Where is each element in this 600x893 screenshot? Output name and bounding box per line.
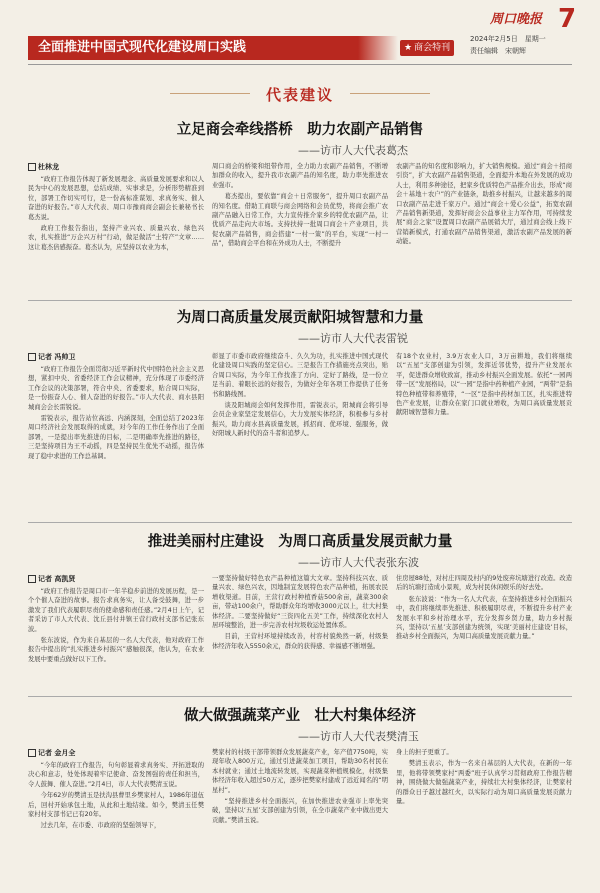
header-banner: 全面推进中国式现代化建设周口实践 — [28, 36, 358, 60]
article-column — [212, 748, 388, 888]
banner-fade — [358, 36, 398, 60]
article-headline: 为周口高质量发展贡献阳城智慧和力量 — [176, 310, 424, 326]
article-column — [28, 748, 204, 888]
article-fanqingyu — [28, 704, 572, 890]
article-leirui — [28, 306, 572, 518]
article-byline: 记者 高凯贤 — [28, 574, 204, 584]
article-column — [28, 574, 204, 690]
article-columns — [28, 162, 572, 302]
section-title: 代表建议 — [265, 86, 334, 104]
page-header — [0, 0, 600, 62]
article-subhead: ——访市人大代表樊清玉 — [298, 730, 419, 743]
article-paragraph: 有18个农业村，3.9万农业人口，3万亩耕地，我们将继续以“五星”支部创建为引领，发挥近邻优势，提升产业发展水平，促进群众增收致富，推动乡村振兴全面发展。依托“一园两带一区”发展格局，以“一园”是指中药种植产业园，“两带”是指特色种植带和养殖带，“一区”是指中药材加工区，扎实推进特色产业发展，让群众在家门口就业增收，为周口高质量发展贡献阳城智慧和力量。 — [396, 353, 572, 417]
article-paragraph: 谈及阳城商会如何发挥作用，雷锐表示，阳城商会将引导会员企业家坚定发展信心，大力发展实体经济，积极参与乡村振兴，助力商水县高质量发展，抓招商、优环境、强服务，做好阳城人新时代的奋斗者和追梦人。 — [212, 402, 388, 438]
article-divider — [28, 300, 572, 301]
article-paragraph: 樊清玉表示，作为一名来自基层的人大代表，在新的一年里，他将带领樊家村“两委”班子认真学习贯彻政府工作报告精神，围绕做大做强蔬菜产业，持续壮大村集体经济，让樊家村的群众日子越过越红火，以实际行动为周口高质量发展贡献力量。 — [396, 760, 572, 806]
article-paragraph: 张东波说：“作为一名人大代表，在坚持推进乡村全面振兴中，我们将继续率先推进、积极履职尽责，不断提升乡村产业发展水平和乡村治理水平，充分发挥乡贤力量，助力乡村振兴，坚持以‘五星’支部创建为统领，实现‘美丽村庄建设’目标，推动乡村全面振兴，为周口高质量发展贡献力量。” — [396, 595, 572, 641]
page-number: 7 — [558, 4, 577, 34]
article-paragraph: “坚持推进乡村全面振兴，在加快推进农业强市上率先突破，坚持以‘五星’支部创建为引领，在全市蔬菜产业中做出更大贡献。”樊清玉说。 — [212, 798, 388, 824]
article-column — [396, 748, 572, 888]
article-paragraph: 政府工作报告指出，坚持产业兴农、质量兴农、绿色兴农，扎实推进“万企兴万村”行动，做足做活“土特产”文章……这让葛杰倍感振奋。葛杰认为，应坚持以农业为本， — [28, 225, 204, 251]
article-paragraph: “政府工作报告体现了新发展理念、高质量发展要求和以人民为中心的发展思想，总结成绩、实事求是，分析形势精准到位，部署工作切实可行，是一份高标准谋划、求真务实、催人奋进的好报告。”市人大代表、周口市豫商商会副会长兼秘书长葛杰说。 — [28, 176, 204, 221]
dateline: 2024年2月5日 星期一 — [470, 35, 546, 43]
article-column — [212, 162, 388, 302]
article-columns — [28, 352, 572, 516]
article-column — [28, 162, 204, 302]
article-column — [212, 352, 388, 516]
article-paragraph: “政府工作报告全面贯彻习近平新时代中国特色社会主义思想，紧扣中央、省委经济工作会议精神，充分体现了市委经济工作会议的决策部署，符合中央、省委要求，贴合周口实际，是一份振奋人心、催人奋进的好报告。”市人大代表、商水县阳城商会会长雷锐说。 — [28, 366, 204, 411]
article-byline: 杜林龙 — [28, 162, 204, 172]
byline-box-icon — [28, 575, 36, 583]
section-line-right — [350, 93, 430, 94]
editor-credit: 责任编辑 宋朝辉 — [470, 47, 526, 55]
article-column — [396, 162, 572, 302]
article-subhead: ——访市人大代表雷锐 — [298, 332, 408, 345]
article-paragraph: 彰显了市委市政府继续奋斗、久久为功，扎实推进中国式现代化建设周口实践的坚定信心。三是报告工作措施亮点突出，贴合周口实际，为今年工作找准了方向、定好了路线，是一份立足当前、着眼长远的好报告，为做好全年各项工作提供了任务书和路线图。 — [212, 353, 388, 398]
article-paragraph: “政府工作报告是周口市一年半稳步前进的发展历程，是一个个催人奋进的故事。报告求真务实，让人备受鼓舞，进一步激发了我们代表履职尽责的使命感和责任感。”2月4日上午，记者采访了市人大代表、沈丘县付井镇王营行政村支部书记张东波。 — [28, 588, 204, 633]
article-paragraph: 住房屋88处，对村庄四周及村内的9处废弃坑塘进行改造。改造后的坑塘打造成小景观，成为村民休闲娱乐的好去处。 — [396, 575, 572, 592]
article-byline: 记者 金月全 — [28, 748, 204, 758]
article-column — [396, 352, 572, 516]
special-edition-badge — [400, 40, 454, 56]
article-column — [28, 352, 204, 516]
article-paragraph: 樊家村的村级干部带领群众发展蔬菜产业，年产值7750吨，实现年收入800万元，通过引进蔬菜加工项目，帮助30名村民在本村就业；通过土地流转发展，实现蔬菜种植规模化，村级集体经济年收入超过50万元，逐步把樊家村建成了远近闻名的“明星村”。 — [212, 749, 388, 794]
article-subhead: ——访市人大代表张东波 — [298, 556, 419, 569]
article-paragraph: 今年62岁的樊清玉是扶沟县曹里乡樊家村人，1986年退伍后，回村开始承包土地，从此和土地结缘。如今，樊清玉任樊家村村支部书记已有20年。 — [28, 792, 204, 819]
article-columns — [28, 748, 572, 888]
article-zhangdongbo — [28, 530, 572, 690]
article-paragraph: 张东波说，作为来自基层的一名人大代表，他对政府工作报告中提出的“扎实推进乡村振兴”感触很深，他认为，在农业发展中要重点做好以下工作。 — [28, 637, 204, 663]
article-paragraph: 农副产品的知名度和影响力，扩大销售规模。通过“商会＋招商引资”，扩大农副产品销售渠道，全面提升本地在外发展的成功人士，利用多种途径，把家乡优质特色产品推介出去，形成“商会＋基地＋农户”的产业链条，助推乡村振兴，让越来越多的周口农副产品走进千家万户。通过“商会＋爱心公益”，拓宽农副产品销售新渠道，发挥好商会公益事业主力军作用，可持续发展“商会之家”设置周口农副产品展销大厅，通过商会线上线下营销新模式，打通农副产品销售渠道，激活农副产品发展的新动能。 — [396, 163, 572, 246]
article-paragraph: 目前，王营村环境持续改善，村容村貌焕然一新，村级集体经济年收入5550余元，群众的获得感、幸福感不断增强。 — [212, 633, 388, 650]
article-columns — [28, 574, 572, 690]
header-divider — [28, 64, 572, 65]
article-gejie — [28, 118, 572, 304]
star-icon: ★ — [404, 43, 413, 53]
article-column — [212, 574, 388, 690]
article-paragraph: “今年的政府工作报告，句句彰显着求真务实、开拓进取的决心和意志，处处体现着牢记使命、奋发图强的责任和担当，令人鼓舞、催人奋进。”2月4日，市人大代表樊清玉说。 — [28, 762, 204, 788]
article-headline: 立足商会牵线搭桥 助力农副产品销售 — [176, 122, 424, 138]
article-headline: 做大做强蔬菜产业 壮大村集体经济 — [184, 708, 416, 724]
article-paragraph: 葛杰提出，要依靠“商会＋日常服务”，提升周口农副产品的知名度。借助工商联与商会网络和会员优势，将商会推广农副产品融入日常工作，大力宣传推介家乡的特优农副产品，让优质产品走向大市场。支持扶持一批周口商会＋产业项目，共促农副产品销售，商会搭建“一村一策”的平台，实现“一村一品”，借助商会平台和在外成功人士，不断提升 — [212, 193, 388, 248]
newspaper-logo: 周口晚报 — [490, 12, 543, 27]
article-divider — [28, 522, 572, 523]
article-paragraph: 雷锐表示，报告站位高远、内涵深刻，全面总结了2023年周口经济社会发展取得的成就，对今年的工作任务作出了全面部署，一是提出率先推进的目标，二是明确率先推进的路径，三是坚持项目为王不动摇，四是坚持民生优先不动摇，报告体现了稳中求进的工作总基调。 — [28, 415, 204, 460]
article-paragraph: 身上的担子更重了。 — [396, 749, 453, 756]
article-paragraph: 周口商会的桥梁和纽带作用，全力助力农副产品销售，不断增加群众的收入，提升我市农副产品的知名度，助力率先推进农业强市。 — [212, 163, 388, 189]
article-headline: 推进美丽村庄建设 为周口高质量发展贡献力量 — [147, 534, 453, 550]
byline-box-icon — [28, 749, 36, 757]
article-divider — [28, 696, 572, 697]
byline-box-icon — [28, 353, 36, 361]
article-paragraph: 过去几年，在市委、市政府的坚强领导下， — [40, 822, 161, 830]
article-paragraph: 一要坚持做好特色农产品种植这篇大文章。坚持科技兴农、质量兴农、绿色兴农，因地制宜发展特色农产品种植，拓展农民增收渠道。目前，王营行政村种植香菇500余亩，蔬菜300余亩，带动100余户，帮助群众年均增收3000元以上，壮大村集体经济。二要坚持做好“三资四化五美”工作，持续深化农村人居环境整治，进一步完善农村垃圾收运处置体系。 — [212, 575, 388, 630]
badge-label: 商会特刊 — [414, 43, 451, 53]
article-subhead: ——访市人大代表葛杰 — [298, 144, 408, 157]
article-byline: 记者 冯帅卫 — [28, 352, 204, 362]
byline-box-icon — [28, 163, 36, 171]
article-column — [396, 574, 572, 690]
